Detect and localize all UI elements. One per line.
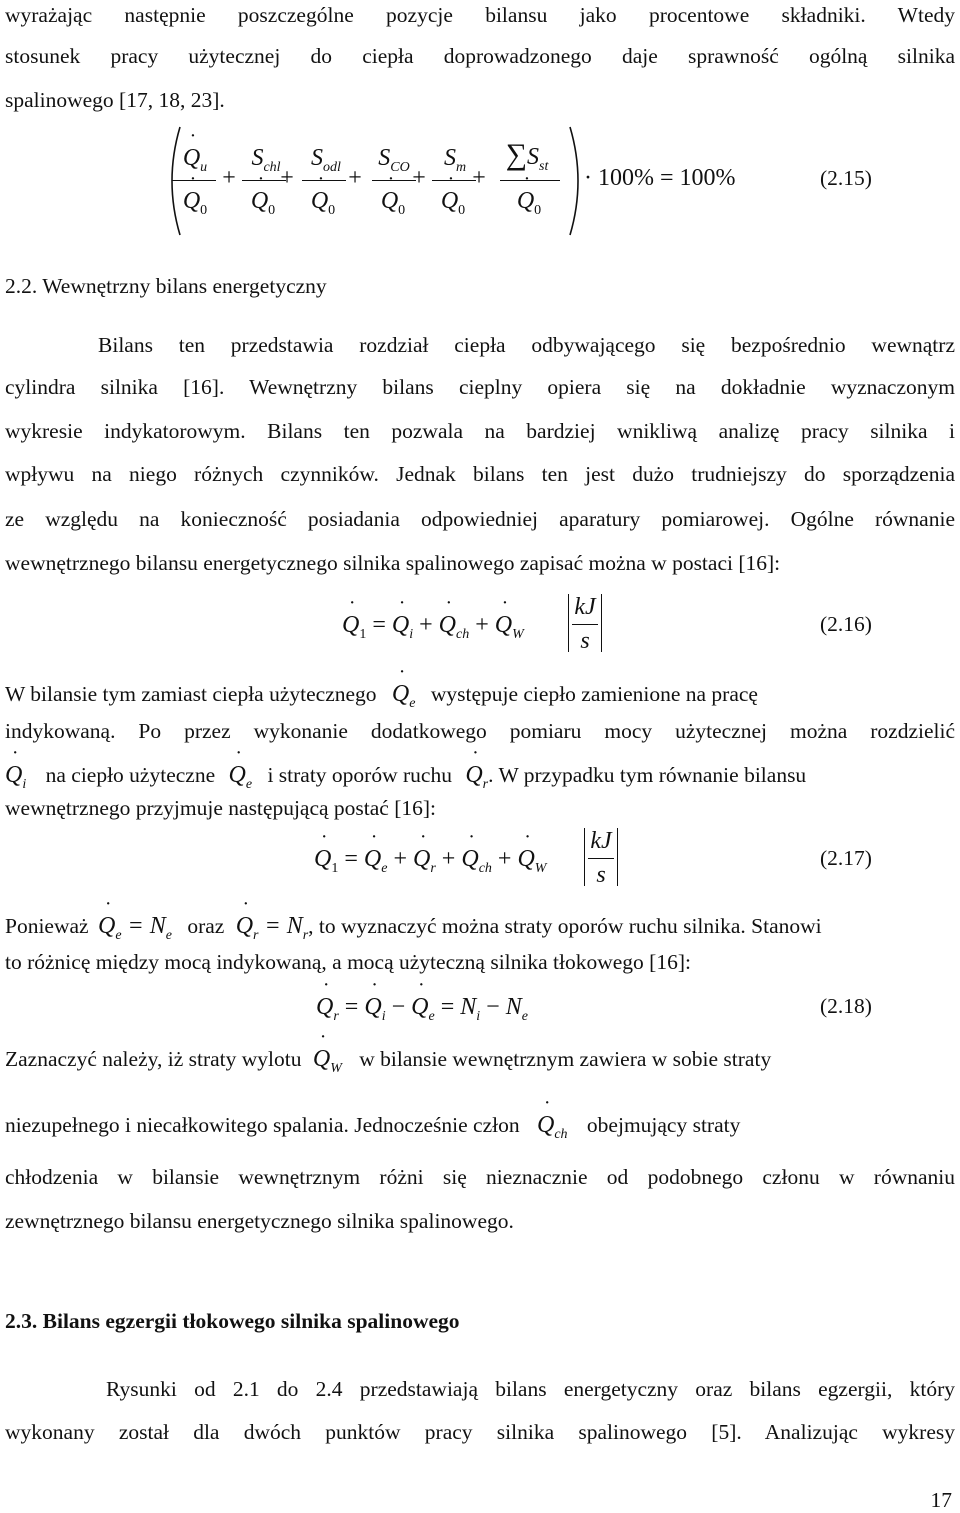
frac3-denominator: ˙ $Q_0$ [300, 188, 346, 219]
paragraph5-line2: niezupełnego i niecałkowitego spalania. Jednocześnie człon ˙ $Q_{ch}$ obejmujący straty [5, 1112, 955, 1148]
paragraph6-line2: wykonany został dla dwóch punktów pracy silnika spalinowego [5]. Analizując wykresy [5, 1420, 955, 1444]
eq217-unit-bar [588, 858, 614, 859]
paragraph2-line4: wpływu na niego różnych czynników. Jednak bilans ten jest dużo trudniejszy do sporządzenia [5, 462, 955, 486]
paragraph5-line3: chłodzenia w bilansie wewnętrznym różni się nieznacznie od podobnego członu w równaniu [5, 1165, 955, 1189]
equation-2-16: ˙ $Q_1$ = ˙ $Q_i$ + ˙ $Q_{ch}$ + ˙ $Q_W$ [342, 612, 524, 643]
paragraph1-line2: stosunek pracy użytecznej do ciepła doprowadzonego daje sprawność ogólną silnika [5, 44, 955, 68]
frac4-numerator: $S_{CO}$ [378, 145, 410, 175]
paragraph4-line2: to różnicę między mocą indykowaną, a mocą użyteczną silnika tłokowego [16]: [5, 950, 691, 974]
paragraph5-line1: Zaznaczyć należy, iż straty wylotu ˙ $Q_W$ w bilansie wewnętrznym zawiera w sobie straty [5, 1046, 955, 1082]
paragraph6-line1: Rysunki od 2.1 do 2.4 przedstawiają bilans energetyczny oraz bilans egzergii, który [106, 1377, 955, 1401]
paragraph2-line6: wewnętrznego bilansu energetycznego silnika spalinowego zapisać można w postaci [16]: [5, 551, 781, 575]
eq216-number: (2.16) [820, 612, 872, 636]
plus3: + [348, 165, 362, 191]
sum-symbol: ∑ [505, 138, 528, 171]
frac3-numerator: $S_{odl}$ [311, 145, 341, 175]
eq216-unit-denominator: s [580, 628, 590, 654]
paragraph5-line4: zewnętrznego bilansu energetycznego silnika spalinowego. [5, 1209, 514, 1233]
paragraph2-line3: wykresie indykatorowym. Bilans ten pozwala na bardziej wnikliwą analizę pracy silnika i [5, 419, 955, 443]
eq217-unit-numerator: kJ [590, 828, 612, 854]
paragraph2-line5: ze względu na konieczność posiadania odpowiedniej aparatury pomiarowej. Ogólne równanie [5, 507, 955, 531]
frac2-denominator: ˙ $Q_0$ [240, 188, 286, 219]
plus5: + [472, 165, 486, 191]
frac1-denominator: ˙ $Q_0$ [172, 188, 218, 219]
paragraph1-line3: spalinowego [17, 18, 23]. [5, 88, 225, 112]
section-2-3-heading: 2.3. Bilans egzergii tłokowego silnika spalinowego [5, 1309, 460, 1333]
paragraph3-line3: ˙ $Q_i$ na ciepło użyteczne ˙ $Q_e$ i straty oporów ruchu ˙ $Q_r$. W przypadku tym równanie bilansu [5, 762, 955, 798]
equation-2-18: ˙ $Q_r$ = ˙ $Q_i$ − ˙ $Q_e = N_i - N_e$ [316, 994, 528, 1025]
plus1: + [222, 165, 236, 191]
frac4-denominator: ˙ $Q_0$ [370, 188, 416, 219]
frac5-numerator: $S_m$ [443, 145, 467, 175]
eq216-unit-numerator: kJ [574, 594, 596, 620]
frac6-numerator: $\sum S_{st}$ [505, 138, 549, 174]
plus4: + [412, 165, 426, 191]
paragraph1-line1: wyrażając następnie poszczególne pozycje bilansu jako procentowe składniki. Wtedy [5, 3, 955, 27]
equation-2-15 [0, 0, 960, 240]
frac1-numerator: ˙ $Q_u$ [172, 145, 218, 176]
eq218-number: (2.18) [820, 994, 872, 1018]
paragraph3-line1: W bilansie tym zamiast ciepła użytecznego ˙ $Q_e$ występuje ciepło zamienione na pracę [5, 681, 955, 717]
paragraph3-line4: wewnętrznego przyjmuje następującą postać [16]: [5, 796, 437, 820]
section-2-2-heading: 2.2. Wewnętrzny bilans energetyczny [5, 274, 327, 298]
equation-2-17: ˙ $Q_1$ = ˙ $Q_e$ + ˙ $Q_r$ + ˙ $Q_{ch}$ + ˙ $Q_W$ [314, 846, 546, 877]
eq216-unit-bar [572, 624, 598, 625]
paragraph3-line2: indykowaną. Po przez wykonanie dodatkowego pomiaru mocy użytecznej można rozdzielić [5, 719, 955, 743]
frac6-denominator: ˙ $Q_0$ [506, 188, 552, 219]
paragraph2-line1: Bilans ten przedstawia rozdział ciepła odbywającego się bezpośrednio wewnątrz [98, 333, 955, 357]
frac5-denominator: ˙ $Q_0$ [430, 188, 476, 219]
eq215-number: (2.15) [820, 166, 872, 190]
eq217-unit-denominator: s [596, 862, 606, 888]
eq215-rhs: · 100% = 100% [584, 165, 736, 191]
eq217-number: (2.17) [820, 846, 872, 870]
paragraph2-line2: cylindra silnika [16]. Wewnętrzny bilans cieplny opiera się na dokładnie wyznaczonym [5, 375, 955, 399]
plus2: + [280, 165, 294, 191]
frac2-numerator: $S_{chl}$ [251, 145, 281, 175]
paragraph4-line1: Ponieważ ˙ $Q_e = N_e$ oraz ˙ $Q_r = N_r$, to wyznaczyć można straty oporów ruchu silnika. Stanowi [5, 913, 955, 949]
page-number: 17 [930, 1488, 952, 1512]
left-parenthesis [160, 125, 184, 237]
